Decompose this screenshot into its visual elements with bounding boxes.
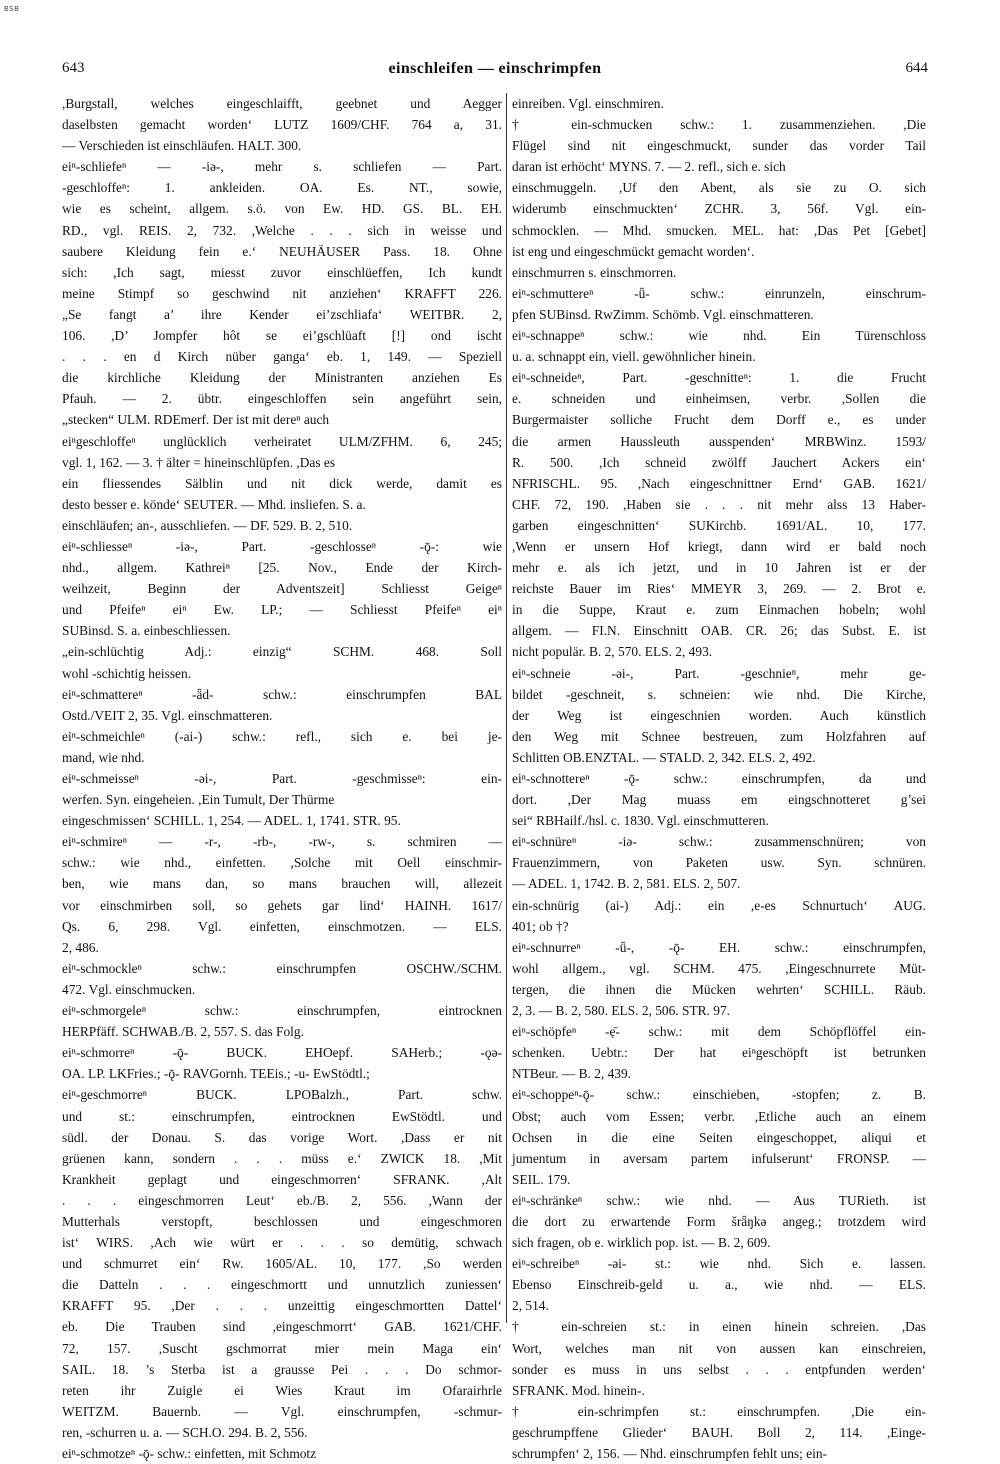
text-line: reichste Bauer im Ries‘ MMEYR 3, 269. — 2. Brot e. bbox=[512, 581, 926, 597]
text-line: vor einschmirben soll, so gehets gar lind‘ HAINH. 1617/ bbox=[62, 897, 502, 913]
text-line: garben eingeschnitten‘ SUKirchb. 1691/AL. 10, 177. bbox=[512, 517, 926, 533]
text-line: eiⁿ-schmireⁿ — -r-, -rb-, -rw-, s. schmiren — bbox=[62, 834, 502, 850]
text-line: eiⁿ-schnottereⁿ -ǭ- schw.: einschrumpfen, da und bbox=[512, 771, 926, 786]
text-line: eiⁿ-schneie -əi-, Part. -geschnieⁿ, mehr ge- bbox=[512, 665, 926, 681]
text-line: eiⁿ-schmotzeⁿ -ǭ- schw.: einfetten, mit Schmotz bbox=[62, 1446, 317, 1461]
text-line: — Verschieden ist einschläufen. HALT. 300. bbox=[62, 138, 302, 154]
text-line: SAIL. 18. ’s Sterba ist a grausse Pei . . . Do schmor- bbox=[62, 1361, 502, 1377]
right-column bbox=[512, 93, 926, 1461]
text-line: eiⁿ-schoppeⁿ-ǭ- schw.: einschieben, -stopfen; z. B. bbox=[512, 1087, 926, 1103]
text-line: und Pfeifeⁿ eiⁿ Ew. LP.; — Schliesst Pfeifeⁿ eiⁿ bbox=[62, 602, 502, 618]
text-line: schmocklen. — Mhd. smucken. MEL. hat: ,Das Pet [Gebet] bbox=[512, 222, 926, 238]
text-line: ben, wie mans dan, so mans brauchen will, allezeit bbox=[62, 876, 502, 892]
text-line: eiⁿ-schmeisseⁿ -əi-, Part. -geschmisseⁿ: ein- bbox=[62, 771, 502, 786]
page-number-right: 644 bbox=[905, 60, 928, 76]
text-line: eiⁿ-schmockleⁿ schw.: einschrumpfen OSCHW./SCHM. bbox=[62, 960, 502, 976]
text-line: 472. Vgl. einschmucken. bbox=[62, 981, 196, 997]
text-line: . . . eingeschmorren Leut‘ eb./B. 2, 556. ,Wann der bbox=[62, 1192, 502, 1208]
text-line: eiⁿ-schöpfeⁿ -ẹ̄- schw.: mit dem Schöpflöffel ein- bbox=[512, 1024, 926, 1040]
text-line: 72, 157. ,Suscht gschmorrat mier mein Maga ein‘ bbox=[62, 1340, 502, 1356]
running-header bbox=[62, 60, 928, 84]
text-line: 2, 486. bbox=[62, 939, 99, 955]
text-line: Obst; auch vom Essen; verbr. ,Etliche auch an einem bbox=[512, 1108, 926, 1124]
text-line: eiⁿ-schmeichleⁿ (-ai-) schw.: refl., sich e. bei je- bbox=[62, 728, 502, 744]
text-line: schenken. Uebtr.: Der hat eiⁿgeschöpft ist betrunken bbox=[512, 1045, 926, 1061]
text-line: Mutterhals verstopft, beschlossen und eingeschmoren bbox=[62, 1213, 502, 1229]
text-line: Frauenzimmern, von Paketen usw. Syn. schnüren. bbox=[512, 855, 926, 871]
text-line: eiⁿ-schmorreⁿ -ǭ- BUCK. EHOepf. SAHerb.; -ǫə- bbox=[62, 1045, 502, 1061]
text-line: und schmurret ein‘ Rw. 1605/AL. 10, 177. ,So werden bbox=[62, 1256, 502, 1272]
text-line: 2, 3. — B. 2, 580. ELS. 2, 506. STR. 97. bbox=[512, 1003, 730, 1019]
text-line: den Weg mit Schnee bestreuen, zum Holzfahren auf bbox=[512, 728, 926, 744]
text-line: † ein-schrimpfen st.: einschrumpfen. ,Die ein- bbox=[512, 1403, 926, 1419]
text-line: bildet -geschneit, s. schneien: wie nhd. Die Kirche, bbox=[512, 686, 926, 702]
text-line: desto besser e. könde‘ SEUTER. — Mhd. insliefen. S. a. bbox=[62, 496, 366, 512]
text-line: Flügel sind nit eingeschmuckt, sunder das vorder Tail bbox=[512, 138, 926, 154]
text-line: Ostd./VEIT 2, 35. Vgl. einschmatteren. bbox=[62, 707, 273, 723]
text-line: eiⁿ-schneideⁿ, Part. -geschnitteⁿ: 1. die Frucht bbox=[512, 370, 926, 386]
text-line: Burgermaister solliche Frucht dem Dorff e., es under bbox=[512, 412, 926, 428]
text-line: Wort, welches man nit von aussen kan einschreien, bbox=[512, 1340, 926, 1356]
text-line: mehr e. als ich jetzt, und in 10 Jahren ist er der bbox=[512, 560, 926, 576]
text-line: dort. ,Der Mag muass em eingschnotteret g’sei bbox=[512, 792, 926, 808]
left-column bbox=[62, 93, 502, 1461]
text-line: einschmurren s. einschmorren. bbox=[512, 264, 677, 280]
text-line: und st.: einschrumpfen, eintrocknen EwStödtl. und bbox=[62, 1108, 502, 1124]
text-line: -geschloffeⁿ: 1. ankleiden. OA. Es. NT., sowie, bbox=[62, 180, 502, 196]
text-line: ren, -schurren u. a. — SCH.O. 294. B. 2, 556. bbox=[62, 1424, 308, 1440]
text-line: „stecken“ ULM. RDEmerf. Der ist mit dereⁿ auch bbox=[62, 412, 330, 428]
text-line: die Datteln . . . eingeschmortt und unnutzlich zuniessen‘ bbox=[62, 1277, 502, 1293]
text-line: pfen SUBinsd. RwZimm. Schömb. Vgl. einschmatteren. bbox=[512, 306, 814, 322]
text-line: sich: ,Ich sagt, miesst zuvor einschlüeffen, Ich kundt bbox=[62, 264, 502, 280]
text-line: Ochsen in die eine Seiten eingeschoppet, aliqui et bbox=[512, 1129, 926, 1145]
text-line: RD., vgl. REIS. 2, 732. ,Welche . . . sich in weisse und bbox=[62, 222, 502, 238]
text-line: 401; ob †? bbox=[512, 918, 569, 934]
text-line: meine Stimpf so geschwind nit anziehen‘ KRAFFT 226. bbox=[62, 285, 502, 301]
column-divider bbox=[506, 93, 507, 1323]
text-line: — ADEL. 1, 1742. B. 2, 581. ELS. 2, 507. bbox=[512, 876, 741, 892]
text-line: eiⁿ-schmuttereⁿ -ǖ- schw.: einrunzeln, einschrum- bbox=[512, 285, 926, 301]
text-line: Pfauh. — 2. übtr. eingeschloffen sein angeführt sein, bbox=[62, 391, 502, 407]
text-line: SFRANK. Mod. hinein-. bbox=[512, 1382, 645, 1398]
text-line: NFRISCHL. 95. ,Nach eingeschnittner Ernd‘ GAB. 1621/ bbox=[512, 475, 926, 491]
text-line: Ebenso Einschreib-geld u. a., wie nhd. — ELS. bbox=[512, 1277, 926, 1293]
text-line: 106. ,D’ Jompfer hôt se ei’gschlüaft [!] ond ischt bbox=[62, 328, 502, 344]
text-line: sei“ RBHailf./hsl. c. 1830. Vgl. einschmutteren. bbox=[512, 813, 769, 829]
text-line: eingeschmissen‘ SCHILL. 1, 254. — ADEL. 1, 1741. STR. 95. bbox=[62, 813, 401, 829]
text-line: grüenen kann, sondern . . . müss e.‘ ZWICK 18. ,Mit bbox=[62, 1150, 502, 1166]
text-line: eb. Die Trauben sind ,eingeschmorrt‘ GAB. 1621/CHF. bbox=[62, 1319, 502, 1335]
text-line: sich fragen, ob e. wirklich pop. ist. — B. 2, 609. bbox=[512, 1235, 771, 1251]
text-line: eiⁿ-schnurreⁿ -ǖ-, -ǭ- EH. schw.: einschrumpfen, bbox=[512, 939, 926, 955]
text-line: eiⁿ-schmorgeleⁿ schw.: einschrumpfen, eintrocknen bbox=[62, 1003, 502, 1019]
text-line: eiⁿ-schränkeⁿ schw.: wie nhd. — Aus TURieth. ist bbox=[512, 1192, 926, 1208]
text-line: die dort zu erwartende Form šrǟŋkə angeg.; trotzdem wird bbox=[512, 1213, 926, 1229]
text-line: jumentum in aversam partem infulserunt‘ FRONSP. — bbox=[512, 1150, 926, 1166]
text-line: wohl allgem., vgl. SCHM. 475. ,Eingeschnurrete Müt- bbox=[512, 960, 926, 976]
text-line: allgem. — FI.N. Einschnitt OAB. CR. 26; das Subst. E. ist bbox=[512, 623, 926, 639]
text-line: daselbsten gemacht worden‘ LUTZ 1609/CHF. 764 a, 31. bbox=[62, 117, 502, 133]
text-line: schrumpfen‘ 2, 156. — Nhd. einschrumpfen fehlt uns; ein- bbox=[512, 1446, 827, 1461]
text-line: vgl. 1, 162. — 3. † älter = hineinschlüpfen. ,Das es bbox=[62, 454, 336, 470]
text-line: ,Wenn er unsern Hof kriegt, dann wird er bald noch bbox=[512, 538, 926, 554]
text-line: . . . en d Kirch nüber ganga‘ eb. 1, 149. — Speziell bbox=[62, 349, 502, 365]
text-line: Krankheit geplagt und eingeschmorren‘ SFRANK. ,Alt bbox=[62, 1171, 502, 1187]
text-line: geschrumpffene Glieder‘ BAUH. Boll 2, 114. ,Einge- bbox=[512, 1424, 926, 1440]
text-line: eiⁿ-schmattereⁿ -ǟd- schw.: einschrumpfen BAL bbox=[62, 686, 502, 702]
text-line: OA. LP. LKFries.; -ǭ- RAVGornh. TEEis.; -u- EwStödtl.; bbox=[62, 1066, 370, 1082]
text-line: sonder es muss in uns selbst . . . entpfunden werden‘ bbox=[512, 1361, 926, 1377]
text-line: schw.: wie nhd., einfetten. ,Solche mit Oell einschmir- bbox=[62, 855, 502, 871]
text-line: in die Suppe, Kraut e. zum Einmachen hobeln; wohl bbox=[512, 602, 926, 618]
text-line: einreiben. Vgl. einschmiren. bbox=[512, 96, 664, 111]
text-line: ist eng und eingeschmückt gemacht worden‘. bbox=[512, 243, 755, 259]
text-line: wie es scheint, allgem. s.ö. von Ew. HD. GS. BL. EH. bbox=[62, 201, 502, 217]
text-line: CHF. 72, 190. ,Haben sie . . . nit mehr alss 13 Haber- bbox=[512, 496, 926, 512]
library-stamp: BSB bbox=[4, 5, 20, 13]
text-line: wohl -schichtig heissen. bbox=[62, 665, 192, 681]
text-line: saubere Kleidung fein e.‘ NEUHÄUSER Pass. 18. Ohne bbox=[62, 243, 502, 259]
text-line: Schlitten OB.ENZTAL. — STALD. 2, 342. ELS. 2, 492. bbox=[512, 749, 816, 765]
text-line: eiⁿgeschloffeⁿ unglücklich verheiratet ULM/ZFHM. 6, 245; bbox=[62, 433, 502, 449]
text-line: „Se fangt a’ ihre Kender ei’zschliafa‘ WEITBR. 2, bbox=[62, 306, 502, 322]
text-line: eiⁿ-geschmorreⁿ BUCK. LPOBalzh., Part. schw. bbox=[62, 1087, 502, 1103]
text-line: einschmuggeln. ,Uf den Abent, als sie zu O. sich bbox=[512, 180, 926, 196]
text-line: ein-schnürig (ai-) Adj.: ein ,e-es Schnurtuch‘ AUG. bbox=[512, 897, 926, 913]
text-line: der Weg ist eingeschnien worden. Auch künstlich bbox=[512, 707, 926, 723]
text-line: ,Burgstall, welches eingeschlaifft, geebnet und Aegger bbox=[62, 96, 502, 111]
text-line: u. a. schnappt ein, viell. gewöhnlicher hinein. bbox=[512, 349, 756, 365]
text-line: die kirchliche Kleidung der Ministranten anziehen Es bbox=[62, 370, 502, 386]
text-line: KRAFFT 95. ,Der . . . unzeittig eingeschmortten Dattel‘ bbox=[62, 1298, 502, 1314]
text-line: eiⁿ-schnappeⁿ schw.: wie nhd. Ein Türenschloss bbox=[512, 328, 926, 344]
text-line: die armen Haussleuth ausspenden‘ MRBWinz. 1593/ bbox=[512, 433, 926, 449]
text-line: nicht populär. B. 2, 570. ELS. 2, 493. bbox=[512, 644, 713, 660]
page-number-left: 643 bbox=[62, 60, 85, 76]
text-line: mand, wie nhd. bbox=[62, 749, 145, 765]
text-line: NTBeur. — B. 2, 439. bbox=[512, 1066, 632, 1082]
text-line: reten ihr Zuigle ei Wies Kraut im Ofarairhrle bbox=[62, 1382, 502, 1398]
text-line: ist‘ WIRS. ,Ach wie würt er . . . so demütig, schwach bbox=[62, 1235, 502, 1251]
text-line: SEIL. 179. bbox=[512, 1171, 571, 1187]
text-line: ein fliessendes Sälblin und nit dick werde, damit es bbox=[62, 475, 502, 491]
text-line: tergen, die ihnen die Mücken wehrten‘ SCHILL. Räub. bbox=[512, 981, 926, 997]
text-line: WEITZM. Bauernb. — Vgl. einschrumpfen, -schmur- bbox=[62, 1403, 502, 1419]
running-title: einschleifen — einschrimpfen bbox=[388, 60, 602, 77]
text-line: weihzeit, Beginn der Adventszeit] Schliesst Geigeⁿ bbox=[62, 581, 502, 597]
text-line: „ein-schlüchtig Adj.: einzig“ SCHM. 468. Soll bbox=[62, 644, 502, 660]
text-line: R. 500. ,Ich schneid zwölff Jauchert Ackers ein‘ bbox=[512, 454, 926, 470]
text-line: einschläufen; an-, ausschliefen. — DF. 529. B. 2, 510. bbox=[62, 517, 353, 533]
text-line: † ein-schreien st.: in einen hinein schreien. ,Das bbox=[512, 1319, 926, 1335]
text-line: eiⁿ-schliefeⁿ — -iə-, mehr s. schliefen — Part. bbox=[62, 159, 502, 175]
text-line: eiⁿ-schnüreⁿ -iə- schw.: zusammenschnüren; von bbox=[512, 834, 926, 850]
text-line: widerumb einschmuckten‘ ZCHR. 3, 56f. Vgl. ein- bbox=[512, 201, 926, 217]
text-line: Qs. 6, 298. Vgl. einfetten, einschmotzen. — ELS. bbox=[62, 918, 502, 934]
text-line: SUBinsd. S. a. einbeschliessen. bbox=[62, 623, 231, 639]
text-line: werfen. Syn. eingeheien. ,Ein Tumult, Der Thürme bbox=[62, 792, 335, 808]
text-line: HERPfäff. SCHWAB./B. 2, 557. S. das Folg. bbox=[62, 1024, 304, 1040]
text-line: eiⁿ-schreibeⁿ -əi- st.: wie nhd. Sich e. lassen. bbox=[512, 1256, 926, 1272]
text-line: 2, 514. bbox=[512, 1298, 549, 1314]
text-line: nhd., allgem. Kathreiⁿ [25. Nov., Ende der Kirch- bbox=[62, 560, 502, 576]
text-line: daran ist erhöcht‘ MYNS. 7. — 2. refl., sich e. sich bbox=[512, 159, 786, 175]
text-line: e. schneiden und einheimsen, verbr. ,Sollen die bbox=[512, 391, 926, 407]
text-line: † ein-schmucken schw.: 1. zusammenziehen. ,Die bbox=[512, 117, 926, 133]
text-line: eiⁿ-schliesseⁿ -iə-, Part. -geschlosseⁿ -ǭ-: wie bbox=[62, 538, 502, 554]
text-line: südl. der Donau. S. das vorige Wort. ,Dass er nit bbox=[62, 1129, 502, 1145]
